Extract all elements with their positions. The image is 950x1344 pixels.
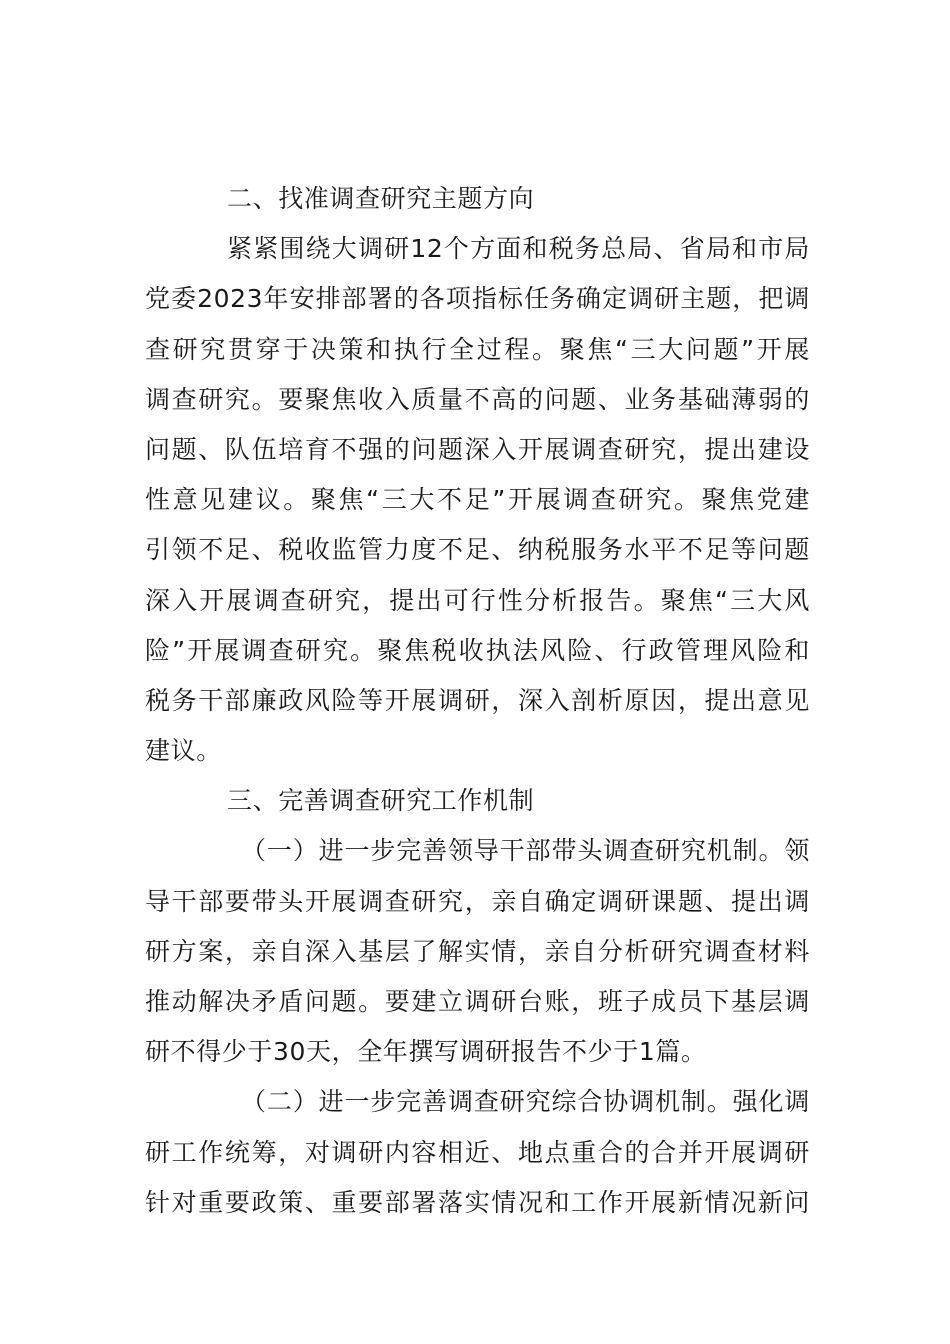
section-heading-2: 二、找准调查研究主题方向 <box>227 184 535 213</box>
paragraph-line: 导干部要带头开展调查研究，亲自确定调研课题、提出调 <box>145 886 810 916</box>
paragraph-line: 研不得少于30天，全年撰写调研报告不少于1篇。 <box>145 1037 707 1067</box>
paragraph-line: 问题、队伍培育不强的问题深入开展调查研究，提出建设 <box>145 434 810 464</box>
paragraph-line: 针对重要政策、重要部署落实情况和工作开展新情况新问 <box>145 1187 810 1217</box>
paragraph-line: 推动解决矛盾问题。要建立调研台账，班子成员下基层调 <box>145 987 810 1016</box>
paragraph-line: 研工作统筹，对调研内容相近、地点重合的合并开展调研 <box>145 1137 810 1167</box>
paragraph-line: 引领不足、税收监管力度不足、纳税服务水平不足等问题 <box>145 535 810 565</box>
paragraph-line: 深入开展调查研究，提出可行性分析报告。聚焦“三大风 <box>145 585 810 615</box>
paragraph-line: 险”开展调查研究。聚焦税收执法风险、行政管理风险和 <box>145 635 810 665</box>
section-heading-3: 三、完善调查研究工作机制 <box>227 786 535 816</box>
paragraph-line: 建议。 <box>145 736 222 766</box>
paragraph-line: 调查研究。要聚焦收入质量不高的问题、业务基础薄弱的 <box>145 384 810 414</box>
paragraph-line: 税务干部廉政风险等开展调研，深入剖析原因，提出意见 <box>145 685 810 715</box>
paragraph-line: 性意见建议。聚焦“三大不足”开展调查研究。聚焦党建 <box>145 485 810 515</box>
paragraph-line: 查研究贯穿于决策和执行全过程。聚焦“三大问题”开展 <box>145 334 810 364</box>
paragraph-line: 紧紧围绕大调研12个方面和税务总局、省局和市局 <box>227 234 810 264</box>
subsection-line: （二）进一步完善调查研究综合协调机制。强化调 <box>241 1087 810 1117</box>
document-body <box>145 174 810 1228</box>
paragraph-line: 党委2023年安排部署的各项指标任务确定调研主题，把调 <box>145 284 810 314</box>
paragraph-line: 研方案，亲自深入基层了解实情，亲自分析研究调查材料 <box>145 936 810 966</box>
subsection-line: （一）进一步完善领导干部带头调查研究机制。领 <box>241 836 810 866</box>
